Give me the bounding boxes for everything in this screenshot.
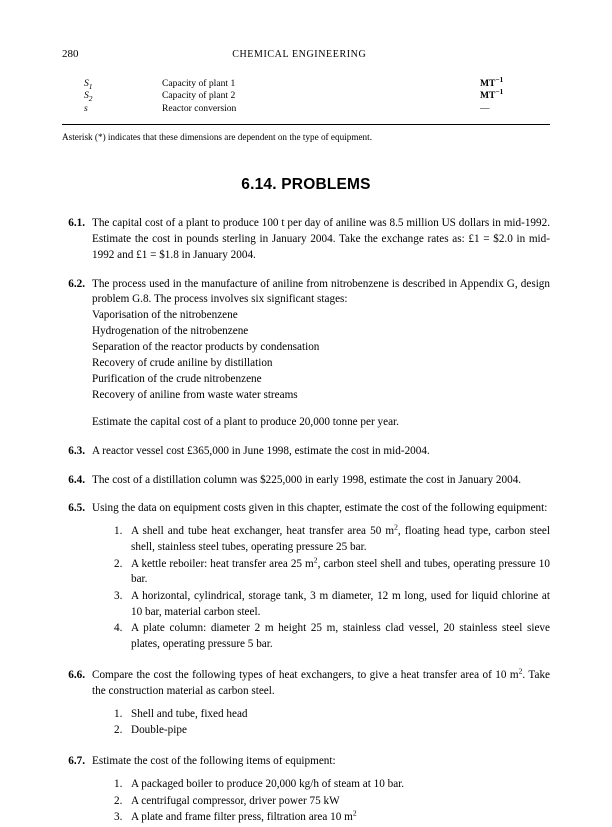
units: $MT^{-1}$ <box>480 75 504 89</box>
stage-line: Vaporisation of the nitrobenzene <box>92 309 238 322</box>
list-item <box>114 707 550 723</box>
list-item <box>114 589 550 620</box>
list-item <box>114 810 550 826</box>
section-heading: 6.14. PROBLEMS <box>241 175 371 193</box>
nomenclature-list <box>84 75 550 115</box>
stage-line: Hydrogenation of the nitrobenzene <box>92 325 249 338</box>
list-item <box>114 524 550 555</box>
list-item <box>114 777 550 793</box>
page-number: 280 <box>62 48 79 60</box>
item-marker: 2. <box>114 794 123 807</box>
item-text: A plate column: diameter 2 m height 25 m, stainless clad vessel, 20 stainless steel sieve plates, operating pressure 5 bar. <box>131 622 550 651</box>
problem-text: Estimate the cost of the following items of equipment: <box>92 754 336 767</box>
item-text: A plate and frame filter press, filtration area 10 $m^2$ <box>131 808 357 824</box>
problem-number: 6.1. <box>68 216 85 229</box>
symbol: $S_1$ <box>84 78 93 91</box>
stage-line: Recovery of crude aniline by distillation <box>92 357 273 370</box>
item-marker: 3. <box>114 590 123 603</box>
problem-number: 6.3. <box>68 444 85 457</box>
problem-closing: Estimate the capital cost of a plant to produce 20,000 tonne per year. <box>92 415 399 428</box>
item-marker: 1. <box>114 777 123 790</box>
problem-text: The process used in the manufacture of aniline from nitrobenzene is described in Appendix G, design problem G.8. The process involves six significant stages: <box>92 277 550 306</box>
item-text: A horizontal, cylindrical, storage tank, 3 m diameter, 12 m long, used for liquid chlorine at 10 bar, material carbon steel. <box>131 590 550 618</box>
exchanger-list <box>92 707 550 739</box>
item-marker: 3. <box>114 811 123 824</box>
problem-text: Compare the cost the following types of heat exchangers, to give a heat transfer area of 10 $m^2$. Take the construction material as carbon steel. <box>92 666 551 697</box>
problem-text: Using the data on equipment costs given in this chapter, estimate the cost of the following equipment: <box>92 502 548 515</box>
running-title: CHEMICAL ENGINEERING <box>232 49 367 60</box>
definition: Capacity of plant 2 <box>162 90 236 102</box>
symbol: s <box>84 102 88 114</box>
item-text: A packaged boiler to produce 20,000 kg/h of steam at 10 bar. <box>131 777 405 790</box>
problem-6-4 <box>62 473 550 489</box>
item-marker: 1. <box>114 525 123 538</box>
nomenclature-row <box>84 90 550 102</box>
item-marker: 2. <box>114 557 123 570</box>
problem-number: 6.5. <box>68 502 85 515</box>
problem-6-6 <box>62 668 550 740</box>
units: — <box>480 102 490 114</box>
item-text: Shell and tube, fixed head <box>131 707 248 720</box>
problem-6-7 <box>62 754 550 827</box>
problem-body <box>92 754 550 827</box>
item-text: A centrifugal compressor, driver power 75 kW <box>131 794 340 807</box>
problem-number: 6.2. <box>68 277 85 290</box>
stage-line: Purification of the crude nitrobenzene <box>92 372 262 385</box>
stage-line: Recovery of aniline from waste water streams <box>92 388 298 401</box>
item-marker: 2. <box>114 724 123 737</box>
problem-body <box>92 216 550 264</box>
stage-line: Separation of the reactor products by condensation <box>92 341 320 354</box>
problem-6-2 <box>62 277 550 431</box>
item-text: A shell and tube heat exchanger, heat transfer area 50 $m^2$, floating head type, carbon steel shell, stainless steel tubes, operating pressure 25 bar. <box>131 522 550 554</box>
nomenclature-row <box>84 103 550 115</box>
list-item <box>114 723 550 739</box>
definition: Capacity of plant 1 <box>162 78 236 89</box>
problem-text: The cost of a distillation column was $225,000 in early 1998, estimate the cost in January 2004. <box>92 473 522 486</box>
item-text: A kettle reboiler: heat transfer area 25 $m^2$, carbon steel shell and tubes, operating pressure 10 bar. <box>131 555 550 586</box>
item-marker: 1. <box>114 707 123 720</box>
item-marker: 4. <box>114 622 123 635</box>
problem-text: The capital cost of a plant to produce 100 t per day of aniline was 8.5 million US dollars in mid-1992. Estimate the cost in pounds sterling in January 2004. Take the exchange rates as: £1 = $2.0 in mid-1992 and £1 = $1.8 in January 2004. <box>92 216 550 261</box>
problem-6-1 <box>62 216 550 264</box>
problem-body <box>92 473 550 489</box>
page-header <box>62 48 550 60</box>
nomenclature-row <box>84 75 550 91</box>
equipment-list <box>92 777 550 826</box>
item-text: Double-pipe <box>131 724 187 737</box>
problem-6-3 <box>62 444 550 460</box>
list-item <box>114 794 550 810</box>
horizontal-rule <box>62 124 550 125</box>
footnote: Asterisk (*) indicates that these dimensions are dependent on the type of equipment. <box>62 131 372 142</box>
problem-6-5 <box>62 501 550 653</box>
problem-body <box>92 668 550 740</box>
problem-number: 6.4. <box>68 473 85 486</box>
units: $MT^{-1}$ <box>480 88 504 102</box>
symbol: $S_2$ <box>84 90 93 104</box>
problem-body <box>92 444 550 460</box>
problem-body <box>92 277 550 431</box>
stage-list <box>92 308 550 403</box>
equipment-list <box>92 524 550 652</box>
list-item <box>114 557 550 588</box>
problem-number: 6.7. <box>68 754 85 767</box>
definition: Reactor conversion <box>162 102 237 114</box>
list-item <box>114 621 550 652</box>
problem-body <box>92 501 550 653</box>
problem-number: 6.6. <box>68 668 85 681</box>
problem-text: A reactor vessel cost £365,000 in June 1998, estimate the cost in mid-2004. <box>92 444 430 457</box>
